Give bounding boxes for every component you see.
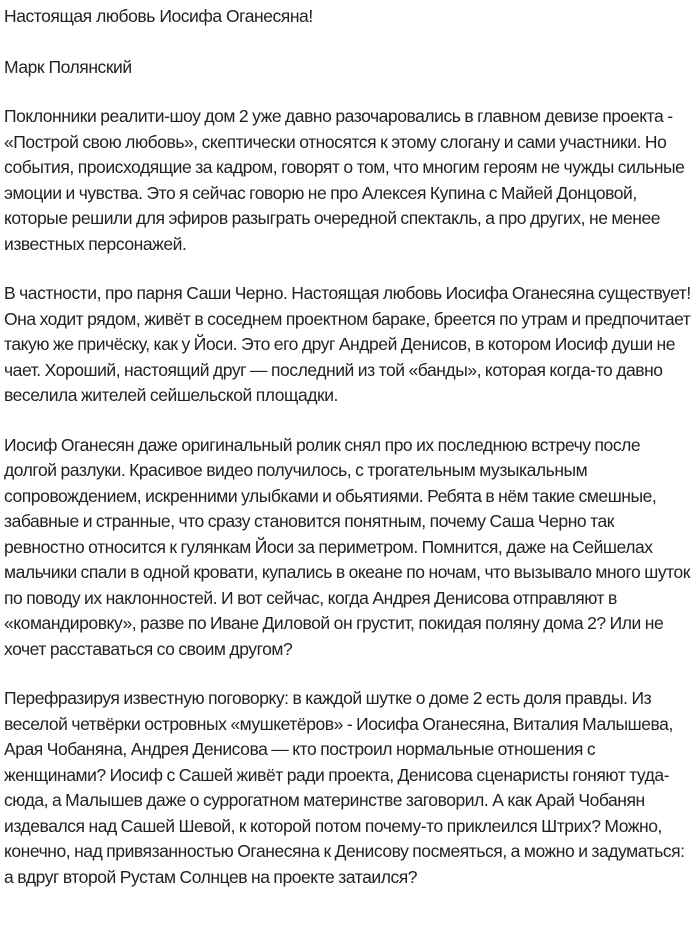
article-paragraph-1: Поклонники реалити-шоу дом 2 уже давно разочаровались в главном девизе проекта - «Построй свою любовь», скептически относятся к этому слогану и сами участники. Но события, происходящие за кадром, говорят о том, что многим героям не чужды сильные эмоции и чувства. Это я сейчас говорю не про Алексея Купина с Майей Донцовой, которые решили для эфиров разыграть очередной спектакль, а про других, не менее известных персонажей. [4,106,685,254]
article-paragraph-4: Перефразируя известную поговорку: в каждой шутке о доме 2 есть доля правды. Из веселой четвёрки островных «мушкетёров» - Иосифа Оганесяна, Виталия Малышева, Арая Чобаняна, Андрея Денисова — кто построил нормальные отношения с женщинами? Иосиф с Сашей живёт ради проекта, Денисова сценаристы гоняют туда-сюда, а Малышев даже о суррогатном материнстве заговорил. А как Арай Чобанян издевался над Сашей Шевой, к которой потом почему-то приклеился Штрих? Можно, конечно, над привязанностью Оганесяна к Денисову посмеяться, а можно и задуматься: а вдруг второй Рустам Солнцев на проекте затаился? [4,688,685,887]
article-title: Настоящая любовь Иосифа Оганесяна! [4,6,313,26]
article-paragraph-2: В частности, про парня Саши Черно. Настоящая любовь Иосифа Оганесяна существует! Она ходит рядом, живёт в соседнем проектном бараке, бреется по утрам и предпочитает такую же причёску, как у Йоси. Это его друг Андрей Денисов, в котором Иосиф души не чает. Хороший, настоящий друг — последний из той «банды», которая когда-то давно веселила жителей сейшельской площадки. [4,283,691,405]
article-author: Марк Полянский [4,57,132,77]
article-paragraph-3: Иосиф Оганесян даже оригинальный ролик снял про их последнюю встречу после долгой разлуки. Красивое видео получилось, с трогательным музыкальным сопровождением, искренними улыбками и обьятиями. Ребята в нём такие смешные, забавные и странные, что сразу становится понятным, почему Саша Черно так ревностно относится к гулянкам Йоси за периметром. Помнится, даже на Сейшелах мальчики спали в одной кровати, купались в океане по ночам, что вызывало много шуток по поводу их наклонностей. И вот сейчас, когда Андрея Денисова отправляют в «командировку», разве по Иване Диловой он грустит, покидая поляну дома 2? Или не хочет расставаться со своим другом? [4,434,691,659]
